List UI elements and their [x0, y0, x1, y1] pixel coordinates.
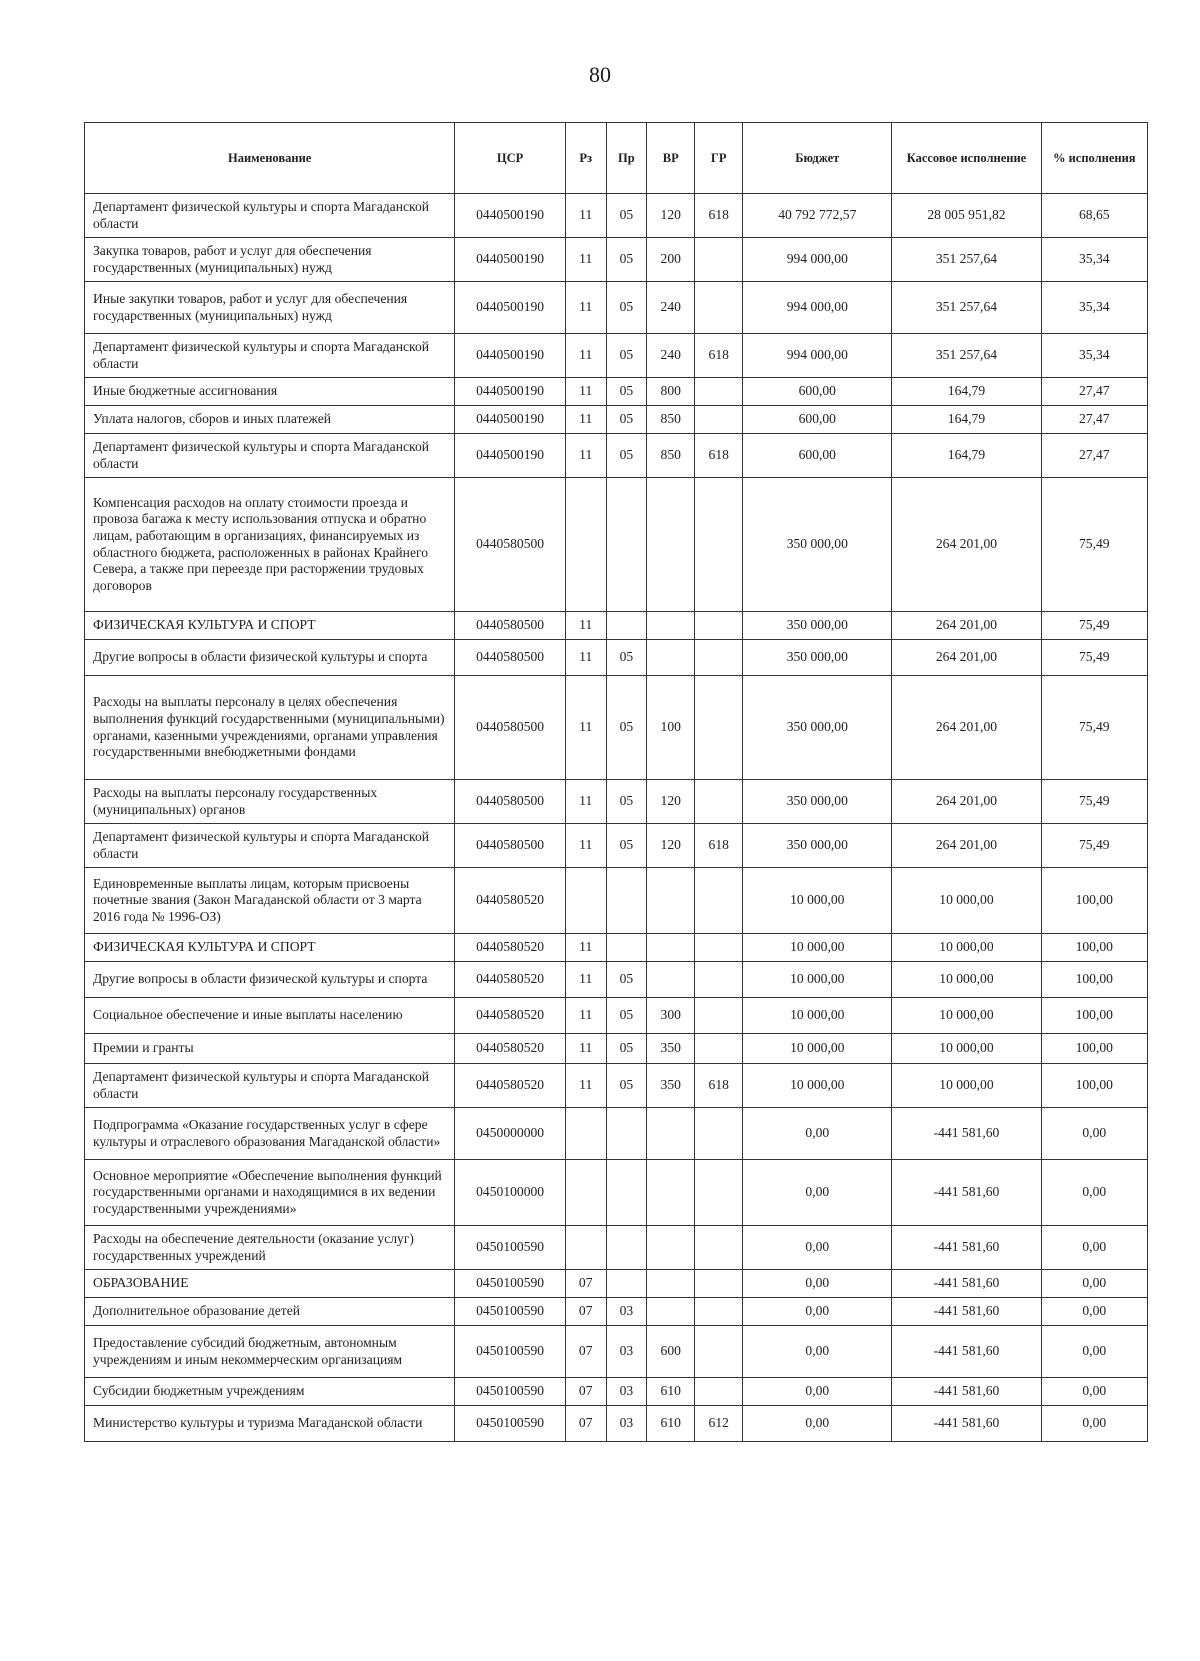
row-budget: 600,00 — [743, 406, 892, 434]
table-row — [85, 434, 1148, 478]
row-pr — [606, 934, 647, 962]
row-gr — [695, 1326, 743, 1378]
table-row — [85, 1226, 1148, 1270]
row-csr: 0450100590 — [455, 1298, 566, 1326]
row-gr — [695, 1378, 743, 1406]
row-csr: 0440500190 — [455, 378, 566, 406]
row-vr — [647, 1108, 695, 1160]
row-pr — [606, 1160, 647, 1226]
row-execution: -441 581,60 — [892, 1326, 1041, 1378]
row-name: Министерство культуры и туризма Магаданской области — [85, 1406, 455, 1442]
row-execution: -441 581,60 — [892, 1406, 1041, 1442]
row-vr — [647, 1160, 695, 1226]
row-csr: 0450100000 — [455, 1160, 566, 1226]
row-gr — [695, 478, 743, 612]
row-gr — [695, 1034, 743, 1064]
row-percent: 100,00 — [1041, 962, 1147, 998]
row-execution: 164,79 — [892, 434, 1041, 478]
row-budget: 350 000,00 — [743, 676, 892, 780]
table-row — [85, 378, 1148, 406]
row-vr: 610 — [647, 1378, 695, 1406]
row-csr: 0450000000 — [455, 1108, 566, 1160]
row-execution: 351 257,64 — [892, 282, 1041, 334]
row-name: Департамент физической культуры и спорта Магаданской области — [85, 194, 455, 238]
row-rz: 11 — [565, 1034, 606, 1064]
row-budget: 350 000,00 — [743, 780, 892, 824]
row-execution: 351 257,64 — [892, 334, 1041, 378]
row-budget: 10 000,00 — [743, 962, 892, 998]
row-csr: 0440580520 — [455, 1064, 566, 1108]
row-budget: 40 792 772,57 — [743, 194, 892, 238]
row-vr — [647, 640, 695, 676]
row-vr: 850 — [647, 406, 695, 434]
table-row — [85, 780, 1148, 824]
row-vr: 120 — [647, 780, 695, 824]
row-rz: 11 — [565, 824, 606, 868]
table-row — [85, 194, 1148, 238]
row-csr: 0440580520 — [455, 1034, 566, 1064]
row-csr: 0440500190 — [455, 238, 566, 282]
row-pr: 03 — [606, 1326, 647, 1378]
row-vr — [647, 1226, 695, 1270]
row-gr — [695, 378, 743, 406]
row-name: Социальное обеспечение и иные выплаты населению — [85, 998, 455, 1034]
row-name: Компенсация расходов на оплату стоимости проезда и провоза багажа к месту использования отпуска и обратно лицам, работающим в организациях, финансируемых из областного бюджета, расположенных в районах Крайнего Севера, а также при переезде при расторжении трудовых договоров — [85, 478, 455, 612]
row-gr: 612 — [695, 1406, 743, 1442]
row-budget: 10 000,00 — [743, 1034, 892, 1064]
row-gr — [695, 1108, 743, 1160]
row-percent: 0,00 — [1041, 1406, 1147, 1442]
row-pr: 03 — [606, 1406, 647, 1442]
row-pr: 05 — [606, 238, 647, 282]
row-budget: 10 000,00 — [743, 868, 892, 934]
row-csr: 0440580520 — [455, 934, 566, 962]
row-budget: 10 000,00 — [743, 934, 892, 962]
table-row — [85, 824, 1148, 868]
row-rz: 11 — [565, 676, 606, 780]
row-gr — [695, 1270, 743, 1298]
row-vr: 300 — [647, 998, 695, 1034]
row-pr — [606, 1270, 647, 1298]
row-percent: 100,00 — [1041, 868, 1147, 934]
row-pr — [606, 1226, 647, 1270]
row-vr: 200 — [647, 238, 695, 282]
row-pr — [606, 612, 647, 640]
row-budget: 600,00 — [743, 378, 892, 406]
row-gr — [695, 998, 743, 1034]
row-gr — [695, 868, 743, 934]
header-vr: ВР — [647, 123, 695, 194]
row-rz — [565, 868, 606, 934]
row-pr: 05 — [606, 962, 647, 998]
row-gr: 618 — [695, 434, 743, 478]
row-budget: 350 000,00 — [743, 824, 892, 868]
row-pr — [606, 1108, 647, 1160]
table-row — [85, 676, 1148, 780]
row-csr: 0440580520 — [455, 998, 566, 1034]
row-gr — [695, 934, 743, 962]
table-row — [85, 1108, 1148, 1160]
row-pr: 05 — [606, 406, 647, 434]
row-gr — [695, 406, 743, 434]
table-row — [85, 1064, 1148, 1108]
row-csr: 0440580500 — [455, 612, 566, 640]
row-csr: 0440580520 — [455, 962, 566, 998]
row-vr: 120 — [647, 194, 695, 238]
row-percent: 0,00 — [1041, 1326, 1147, 1378]
row-percent: 35,34 — [1041, 334, 1147, 378]
header-rz: Рз — [565, 123, 606, 194]
row-csr: 0440580520 — [455, 868, 566, 934]
row-name: Департамент физической культуры и спорта Магаданской области — [85, 334, 455, 378]
row-budget: 994 000,00 — [743, 238, 892, 282]
row-rz — [565, 1108, 606, 1160]
header-execution: Кассовое исполнение — [892, 123, 1041, 194]
row-budget: 0,00 — [743, 1326, 892, 1378]
row-pr: 03 — [606, 1378, 647, 1406]
row-execution: -441 581,60 — [892, 1226, 1041, 1270]
row-percent: 100,00 — [1041, 1064, 1147, 1108]
row-name: Предоставление субсидий бюджетным, автономным учреждениям и иным некоммерческим организациям — [85, 1326, 455, 1378]
row-name: Основное мероприятие «Обеспечение выполнения функций государственными органами и находящимися в их ведении государственными учреждениями» — [85, 1160, 455, 1226]
row-pr: 05 — [606, 334, 647, 378]
row-name: ОБРАЗОВАНИЕ — [85, 1270, 455, 1298]
row-name: Закупка товаров, работ и услуг для обеспечения государственных (муниципальных) нужд — [85, 238, 455, 282]
row-budget: 994 000,00 — [743, 282, 892, 334]
row-name: Другие вопросы в области физической культуры и спорта — [85, 640, 455, 676]
row-rz — [565, 1226, 606, 1270]
row-budget: 350 000,00 — [743, 478, 892, 612]
row-gr — [695, 780, 743, 824]
row-percent: 35,34 — [1041, 238, 1147, 282]
row-csr: 0440580500 — [455, 478, 566, 612]
row-execution: -441 581,60 — [892, 1160, 1041, 1226]
row-gr: 618 — [695, 194, 743, 238]
row-csr: 0440500190 — [455, 334, 566, 378]
row-csr: 0440580500 — [455, 780, 566, 824]
row-execution: 264 201,00 — [892, 640, 1041, 676]
table-row — [85, 1378, 1148, 1406]
table-row — [85, 406, 1148, 434]
row-rz: 11 — [565, 1064, 606, 1108]
row-name: Иные закупки товаров, работ и услуг для обеспечения государственных (муниципальных) нужд — [85, 282, 455, 334]
row-name: Департамент физической культуры и спорта Магаданской области — [85, 824, 455, 868]
row-percent: 0,00 — [1041, 1108, 1147, 1160]
row-budget: 0,00 — [743, 1270, 892, 1298]
row-percent: 0,00 — [1041, 1226, 1147, 1270]
row-pr — [606, 478, 647, 612]
table-row — [85, 962, 1148, 998]
row-name: ФИЗИЧЕСКАЯ КУЛЬТУРА И СПОРТ — [85, 934, 455, 962]
row-csr: 0440580500 — [455, 640, 566, 676]
row-percent: 75,49 — [1041, 824, 1147, 868]
row-pr: 05 — [606, 378, 647, 406]
row-budget: 600,00 — [743, 434, 892, 478]
row-execution: 264 201,00 — [892, 780, 1041, 824]
header-pr: Пр — [606, 123, 647, 194]
row-execution: 351 257,64 — [892, 238, 1041, 282]
table-row — [85, 1326, 1148, 1378]
row-percent: 68,65 — [1041, 194, 1147, 238]
row-name: Департамент физической культуры и спорта Магаданской области — [85, 1064, 455, 1108]
row-name: Дополнительное образование детей — [85, 1298, 455, 1326]
page-number: 80 — [589, 62, 611, 87]
row-pr: 05 — [606, 1064, 647, 1108]
row-rz: 07 — [565, 1378, 606, 1406]
row-pr: 05 — [606, 282, 647, 334]
row-budget: 0,00 — [743, 1160, 892, 1226]
row-execution: 10 000,00 — [892, 962, 1041, 998]
row-gr — [695, 282, 743, 334]
row-gr: 618 — [695, 824, 743, 868]
row-csr: 0440580500 — [455, 676, 566, 780]
row-name: Уплата налогов, сборов и иных платежей — [85, 406, 455, 434]
row-percent: 35,34 — [1041, 282, 1147, 334]
row-name: Единовременные выплаты лицам, которым присвоены почетные звания (Закон Магаданской области от 3 марта 2016 года № 1996-ОЗ) — [85, 868, 455, 934]
row-rz: 11 — [565, 780, 606, 824]
table-row — [85, 478, 1148, 612]
row-rz: 07 — [565, 1298, 606, 1326]
row-execution: 10 000,00 — [892, 868, 1041, 934]
row-execution: 264 201,00 — [892, 676, 1041, 780]
row-name: Иные бюджетные ассигнования — [85, 378, 455, 406]
row-vr: 240 — [647, 282, 695, 334]
row-vr: 100 — [647, 676, 695, 780]
row-execution: 164,79 — [892, 378, 1041, 406]
row-execution: 264 201,00 — [892, 824, 1041, 868]
row-csr: 0450100590 — [455, 1226, 566, 1270]
table-row — [85, 282, 1148, 334]
table-header-row — [85, 123, 1148, 194]
row-budget: 0,00 — [743, 1406, 892, 1442]
row-rz: 11 — [565, 612, 606, 640]
row-rz — [565, 478, 606, 612]
row-budget: 350 000,00 — [743, 612, 892, 640]
row-name: Другие вопросы в области физической культуры и спорта — [85, 962, 455, 998]
row-vr — [647, 478, 695, 612]
row-budget: 350 000,00 — [743, 640, 892, 676]
row-gr — [695, 1226, 743, 1270]
row-pr: 05 — [606, 434, 647, 478]
table-row — [85, 238, 1148, 282]
row-rz: 11 — [565, 640, 606, 676]
row-budget: 0,00 — [743, 1298, 892, 1326]
row-percent: 100,00 — [1041, 998, 1147, 1034]
row-rz: 07 — [565, 1406, 606, 1442]
row-percent: 0,00 — [1041, 1270, 1147, 1298]
row-gr — [695, 676, 743, 780]
row-gr — [695, 238, 743, 282]
row-pr: 05 — [606, 998, 647, 1034]
row-vr — [647, 934, 695, 962]
row-gr — [695, 640, 743, 676]
row-rz: 11 — [565, 962, 606, 998]
row-rz: 11 — [565, 334, 606, 378]
table-row — [85, 640, 1148, 676]
row-csr: 0440500190 — [455, 406, 566, 434]
row-execution: 28 005 951,82 — [892, 194, 1041, 238]
row-execution: -441 581,60 — [892, 1270, 1041, 1298]
row-percent: 75,49 — [1041, 612, 1147, 640]
row-vr — [647, 612, 695, 640]
row-percent: 75,49 — [1041, 780, 1147, 824]
table-row — [85, 612, 1148, 640]
row-name: Подпрограмма «Оказание государственных услуг в сфере культуры и отраслевого образования Магаданской области» — [85, 1108, 455, 1160]
row-name: Расходы на обеспечение деятельности (оказание услуг) государственных учреждений — [85, 1226, 455, 1270]
row-csr: 0440580500 — [455, 824, 566, 868]
row-gr — [695, 1298, 743, 1326]
table-row — [85, 334, 1148, 378]
row-budget: 994 000,00 — [743, 334, 892, 378]
row-rz: 11 — [565, 934, 606, 962]
row-vr: 600 — [647, 1326, 695, 1378]
row-name: Расходы на выплаты персоналу государственных (муниципальных) органов — [85, 780, 455, 824]
table-body — [85, 194, 1148, 1442]
row-csr: 0450100590 — [455, 1406, 566, 1442]
table-row — [85, 1034, 1148, 1064]
row-rz: 11 — [565, 378, 606, 406]
row-execution: -441 581,60 — [892, 1298, 1041, 1326]
table-row — [85, 1298, 1148, 1326]
row-pr: 05 — [606, 676, 647, 780]
row-execution: -441 581,60 — [892, 1108, 1041, 1160]
row-csr: 0440500190 — [455, 194, 566, 238]
row-budget: 0,00 — [743, 1226, 892, 1270]
row-rz: 11 — [565, 998, 606, 1034]
row-vr: 120 — [647, 824, 695, 868]
row-vr — [647, 1270, 695, 1298]
row-gr — [695, 612, 743, 640]
row-name: Департамент физической культуры и спорта Магаданской области — [85, 434, 455, 478]
header-budget: Бюджет — [743, 123, 892, 194]
row-percent: 75,49 — [1041, 640, 1147, 676]
table-row — [85, 1406, 1148, 1442]
row-vr: 800 — [647, 378, 695, 406]
table-row — [85, 868, 1148, 934]
row-vr — [647, 962, 695, 998]
row-rz: 11 — [565, 194, 606, 238]
row-execution: 10 000,00 — [892, 1034, 1041, 1064]
row-csr: 0450100590 — [455, 1378, 566, 1406]
row-rz: 11 — [565, 282, 606, 334]
row-execution: 10 000,00 — [892, 934, 1041, 962]
row-rz: 11 — [565, 434, 606, 478]
header-name: Наименование — [85, 123, 455, 194]
budget-table — [84, 122, 1148, 1442]
table-row — [85, 1160, 1148, 1226]
row-vr: 610 — [647, 1406, 695, 1442]
row-percent: 27,47 — [1041, 378, 1147, 406]
row-csr: 0440500190 — [455, 282, 566, 334]
row-vr: 350 — [647, 1034, 695, 1064]
row-csr: 0440500190 — [455, 434, 566, 478]
row-percent: 100,00 — [1041, 1034, 1147, 1064]
row-gr — [695, 962, 743, 998]
row-gr: 618 — [695, 1064, 743, 1108]
row-rz — [565, 1160, 606, 1226]
row-vr: 240 — [647, 334, 695, 378]
row-percent: 100,00 — [1041, 934, 1147, 962]
row-name: ФИЗИЧЕСКАЯ КУЛЬТУРА И СПОРТ — [85, 612, 455, 640]
row-name: Расходы на выплаты персоналу в целях обеспечения выполнения функций государственными (муниципальными) органами, казенными учреждениями, органами управления государственными внебюджетными фондами — [85, 676, 455, 780]
row-pr: 05 — [606, 780, 647, 824]
row-percent: 27,47 — [1041, 406, 1147, 434]
row-gr — [695, 1160, 743, 1226]
row-budget: 0,00 — [743, 1378, 892, 1406]
row-vr: 850 — [647, 434, 695, 478]
row-execution: 264 201,00 — [892, 478, 1041, 612]
row-execution: 10 000,00 — [892, 998, 1041, 1034]
row-csr: 0450100590 — [455, 1326, 566, 1378]
row-budget: 10 000,00 — [743, 1064, 892, 1108]
row-vr: 350 — [647, 1064, 695, 1108]
row-percent: 75,49 — [1041, 478, 1147, 612]
header-gr: ГР — [695, 123, 743, 194]
row-execution: 164,79 — [892, 406, 1041, 434]
row-gr: 618 — [695, 334, 743, 378]
header-csr: ЦСР — [455, 123, 566, 194]
row-name: Субсидии бюджетным учреждениям — [85, 1378, 455, 1406]
row-percent: 75,49 — [1041, 676, 1147, 780]
row-vr — [647, 868, 695, 934]
row-rz: 07 — [565, 1270, 606, 1298]
row-pr: 05 — [606, 194, 647, 238]
row-percent: 0,00 — [1041, 1298, 1147, 1326]
row-pr: 05 — [606, 640, 647, 676]
row-execution: 10 000,00 — [892, 1064, 1041, 1108]
row-budget: 10 000,00 — [743, 998, 892, 1034]
row-rz: 11 — [565, 406, 606, 434]
row-percent: 27,47 — [1041, 434, 1147, 478]
row-csr: 0450100590 — [455, 1270, 566, 1298]
row-pr: 05 — [606, 824, 647, 868]
table-row — [85, 934, 1148, 962]
row-budget: 0,00 — [743, 1108, 892, 1160]
row-name: Премии и гранты — [85, 1034, 455, 1064]
row-vr — [647, 1298, 695, 1326]
row-rz: 07 — [565, 1326, 606, 1378]
row-execution: 264 201,00 — [892, 612, 1041, 640]
row-rz: 11 — [565, 238, 606, 282]
row-percent: 0,00 — [1041, 1378, 1147, 1406]
row-pr: 05 — [606, 1034, 647, 1064]
table-row — [85, 1270, 1148, 1298]
row-pr — [606, 868, 647, 934]
header-percent: % исполнения — [1041, 123, 1147, 194]
table-row — [85, 998, 1148, 1034]
row-percent: 0,00 — [1041, 1160, 1147, 1226]
row-pr: 03 — [606, 1298, 647, 1326]
row-execution: -441 581,60 — [892, 1378, 1041, 1406]
